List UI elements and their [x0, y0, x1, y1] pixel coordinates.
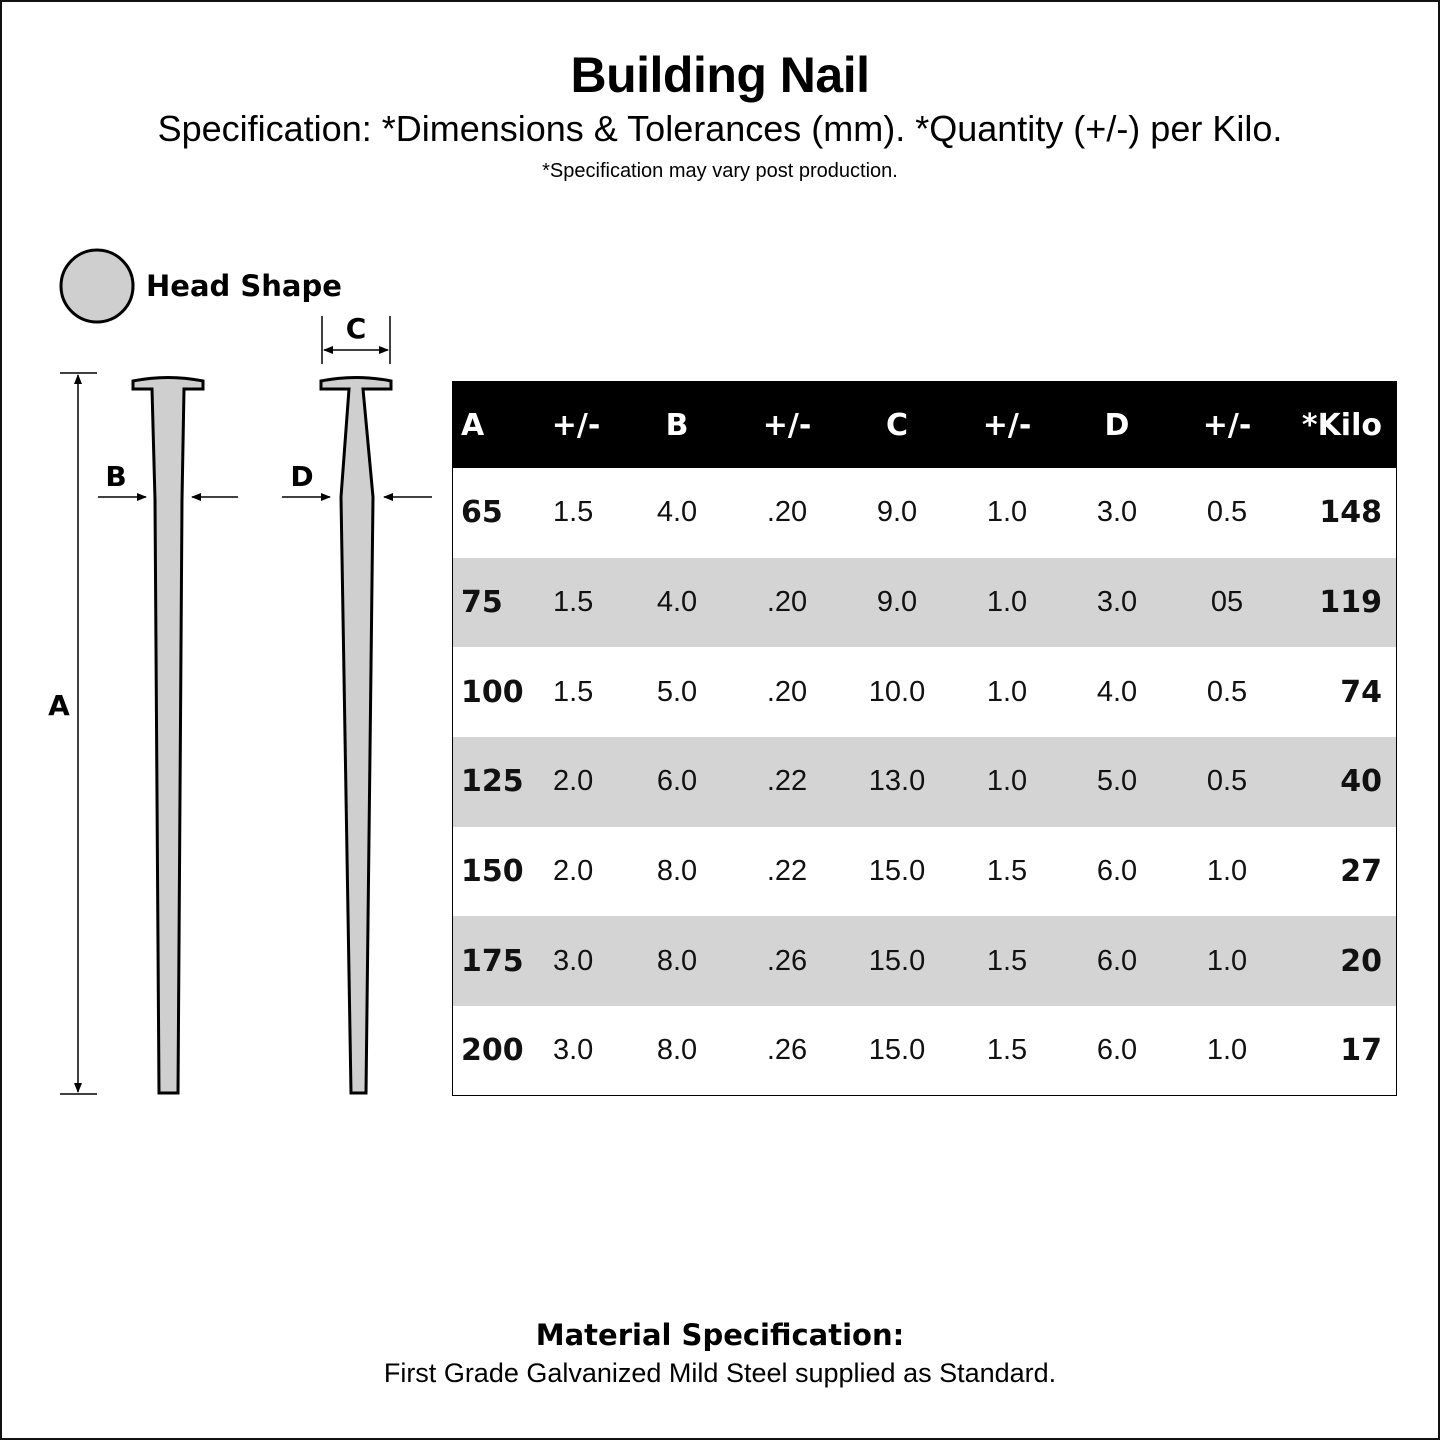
cell-b-tolerance: .22 — [766, 855, 808, 888]
table-row — [453, 558, 1396, 648]
cell-b-tolerance: .20 — [766, 586, 808, 619]
dim-a-label: A — [48, 689, 70, 722]
page-subtitle: Specification: *Dimensions & Tolerances (mm). *Quantity (+/-) per Kilo. — [157, 108, 1283, 149]
cell-a: 125 — [461, 764, 524, 800]
cell-a: 175 — [461, 943, 524, 979]
cell-a-tolerance: 2.0 — [553, 765, 594, 798]
cell-c: 9.0 — [876, 586, 918, 619]
material-text: First Grade Galvanized Mild Steel supplied as Standard. — [383, 1358, 1057, 1388]
cell-b: 6.0 — [656, 765, 698, 798]
cell-d: 4.0 — [1096, 675, 1138, 708]
cell-b-tolerance: .26 — [766, 944, 808, 977]
cell-c-tolerance: 1.0 — [986, 496, 1028, 529]
specification-table — [452, 381, 1397, 1096]
cell-a-tolerance: 3.0 — [553, 1034, 594, 1067]
table-row — [453, 827, 1396, 917]
table-row — [453, 468, 1396, 558]
cell-kilo: 40 — [1340, 764, 1382, 800]
table-header — [453, 382, 1396, 468]
cell-c-tolerance: 1.5 — [986, 1034, 1028, 1067]
production-note: *Specification may vary post production. — [542, 160, 898, 182]
cell-kilo: 27 — [1340, 854, 1382, 890]
page-title: Building Nail — [570, 47, 870, 103]
cell-kilo: 74 — [1340, 674, 1382, 710]
cell-b-tolerance: .26 — [766, 1034, 808, 1067]
nail-side-view — [321, 378, 391, 1094]
cell-kilo: 119 — [1319, 585, 1382, 621]
header-d-tolerance: +/- — [1202, 407, 1252, 443]
cell-c: 15.0 — [868, 855, 926, 888]
cell-a: 65 — [461, 495, 503, 531]
cell-b: 4.0 — [656, 586, 698, 619]
dim-c-label: C — [345, 312, 367, 345]
cell-b: 5.0 — [656, 675, 698, 708]
cell-a: 150 — [461, 854, 524, 890]
cell-a-tolerance: 1.5 — [553, 675, 594, 708]
header-b: B — [665, 407, 689, 443]
cell-d-tolerance: 1.0 — [1206, 944, 1248, 977]
cell-d-tolerance: 05 — [1210, 586, 1244, 619]
cell-kilo: 148 — [1319, 495, 1382, 531]
head-shape-icon — [61, 250, 133, 322]
header-b-tolerance: +/- — [762, 407, 812, 443]
cell-d: 6.0 — [1096, 944, 1138, 977]
cell-c: 13.0 — [868, 765, 926, 798]
cell-b: 8.0 — [656, 944, 698, 977]
table-row — [453, 737, 1396, 827]
cell-c-tolerance: 1.5 — [986, 944, 1028, 977]
cell-b: 8.0 — [656, 855, 698, 888]
cell-b-tolerance: .20 — [766, 496, 808, 529]
header-a-tolerance: +/- — [551, 407, 601, 443]
cell-c: 9.0 — [876, 496, 918, 529]
table-row — [453, 1006, 1396, 1096]
header-c: C — [885, 407, 909, 443]
cell-b: 4.0 — [656, 496, 698, 529]
head-shape-label: Head Shape — [146, 269, 342, 303]
cell-a-tolerance: 3.0 — [553, 944, 594, 977]
cell-d: 5.0 — [1096, 765, 1138, 798]
nail-front-view — [133, 378, 203, 1094]
table-row — [453, 647, 1396, 737]
cell-a: 100 — [461, 674, 524, 710]
cell-a-tolerance: 1.5 — [553, 586, 594, 619]
cell-c-tolerance: 1.5 — [986, 855, 1028, 888]
cell-c-tolerance: 1.0 — [986, 675, 1028, 708]
cell-d: 6.0 — [1096, 1034, 1138, 1067]
cell-d-tolerance: 0.5 — [1206, 496, 1248, 529]
header-kilo: *Kilo — [1301, 407, 1382, 443]
header-a: A — [461, 407, 485, 443]
cell-a: 75 — [461, 585, 503, 621]
cell-a-tolerance: 1.5 — [553, 496, 594, 529]
cell-c-tolerance: 1.0 — [986, 765, 1028, 798]
nail-diagram — [0, 230, 450, 1110]
cell-b-tolerance: .20 — [766, 675, 808, 708]
header-c-tolerance: +/- — [982, 407, 1032, 443]
cell-b: 8.0 — [656, 1034, 698, 1067]
cell-d: 3.0 — [1096, 496, 1138, 529]
cell-kilo: 17 — [1340, 1033, 1382, 1069]
dim-b-label: B — [105, 460, 127, 493]
cell-c: 15.0 — [868, 944, 926, 977]
cell-c: 10.0 — [868, 675, 926, 708]
cell-c: 15.0 — [868, 1034, 926, 1067]
cell-b-tolerance: .22 — [766, 765, 808, 798]
cell-a: 200 — [461, 1033, 524, 1069]
cell-d: 6.0 — [1096, 855, 1138, 888]
cell-d-tolerance: 0.5 — [1206, 675, 1248, 708]
material-title: Material Specification: — [535, 1318, 905, 1352]
cell-d-tolerance: 1.0 — [1206, 1034, 1248, 1067]
table-row — [453, 916, 1396, 1006]
cell-d-tolerance: 0.5 — [1206, 765, 1248, 798]
dim-d-label: D — [290, 460, 314, 493]
cell-d: 3.0 — [1096, 586, 1138, 619]
table-body — [453, 468, 1396, 1096]
cell-a-tolerance: 2.0 — [553, 855, 594, 888]
header-d: D — [1104, 407, 1130, 443]
cell-c-tolerance: 1.0 — [986, 586, 1028, 619]
cell-d-tolerance: 1.0 — [1206, 855, 1248, 888]
cell-kilo: 20 — [1340, 943, 1382, 979]
